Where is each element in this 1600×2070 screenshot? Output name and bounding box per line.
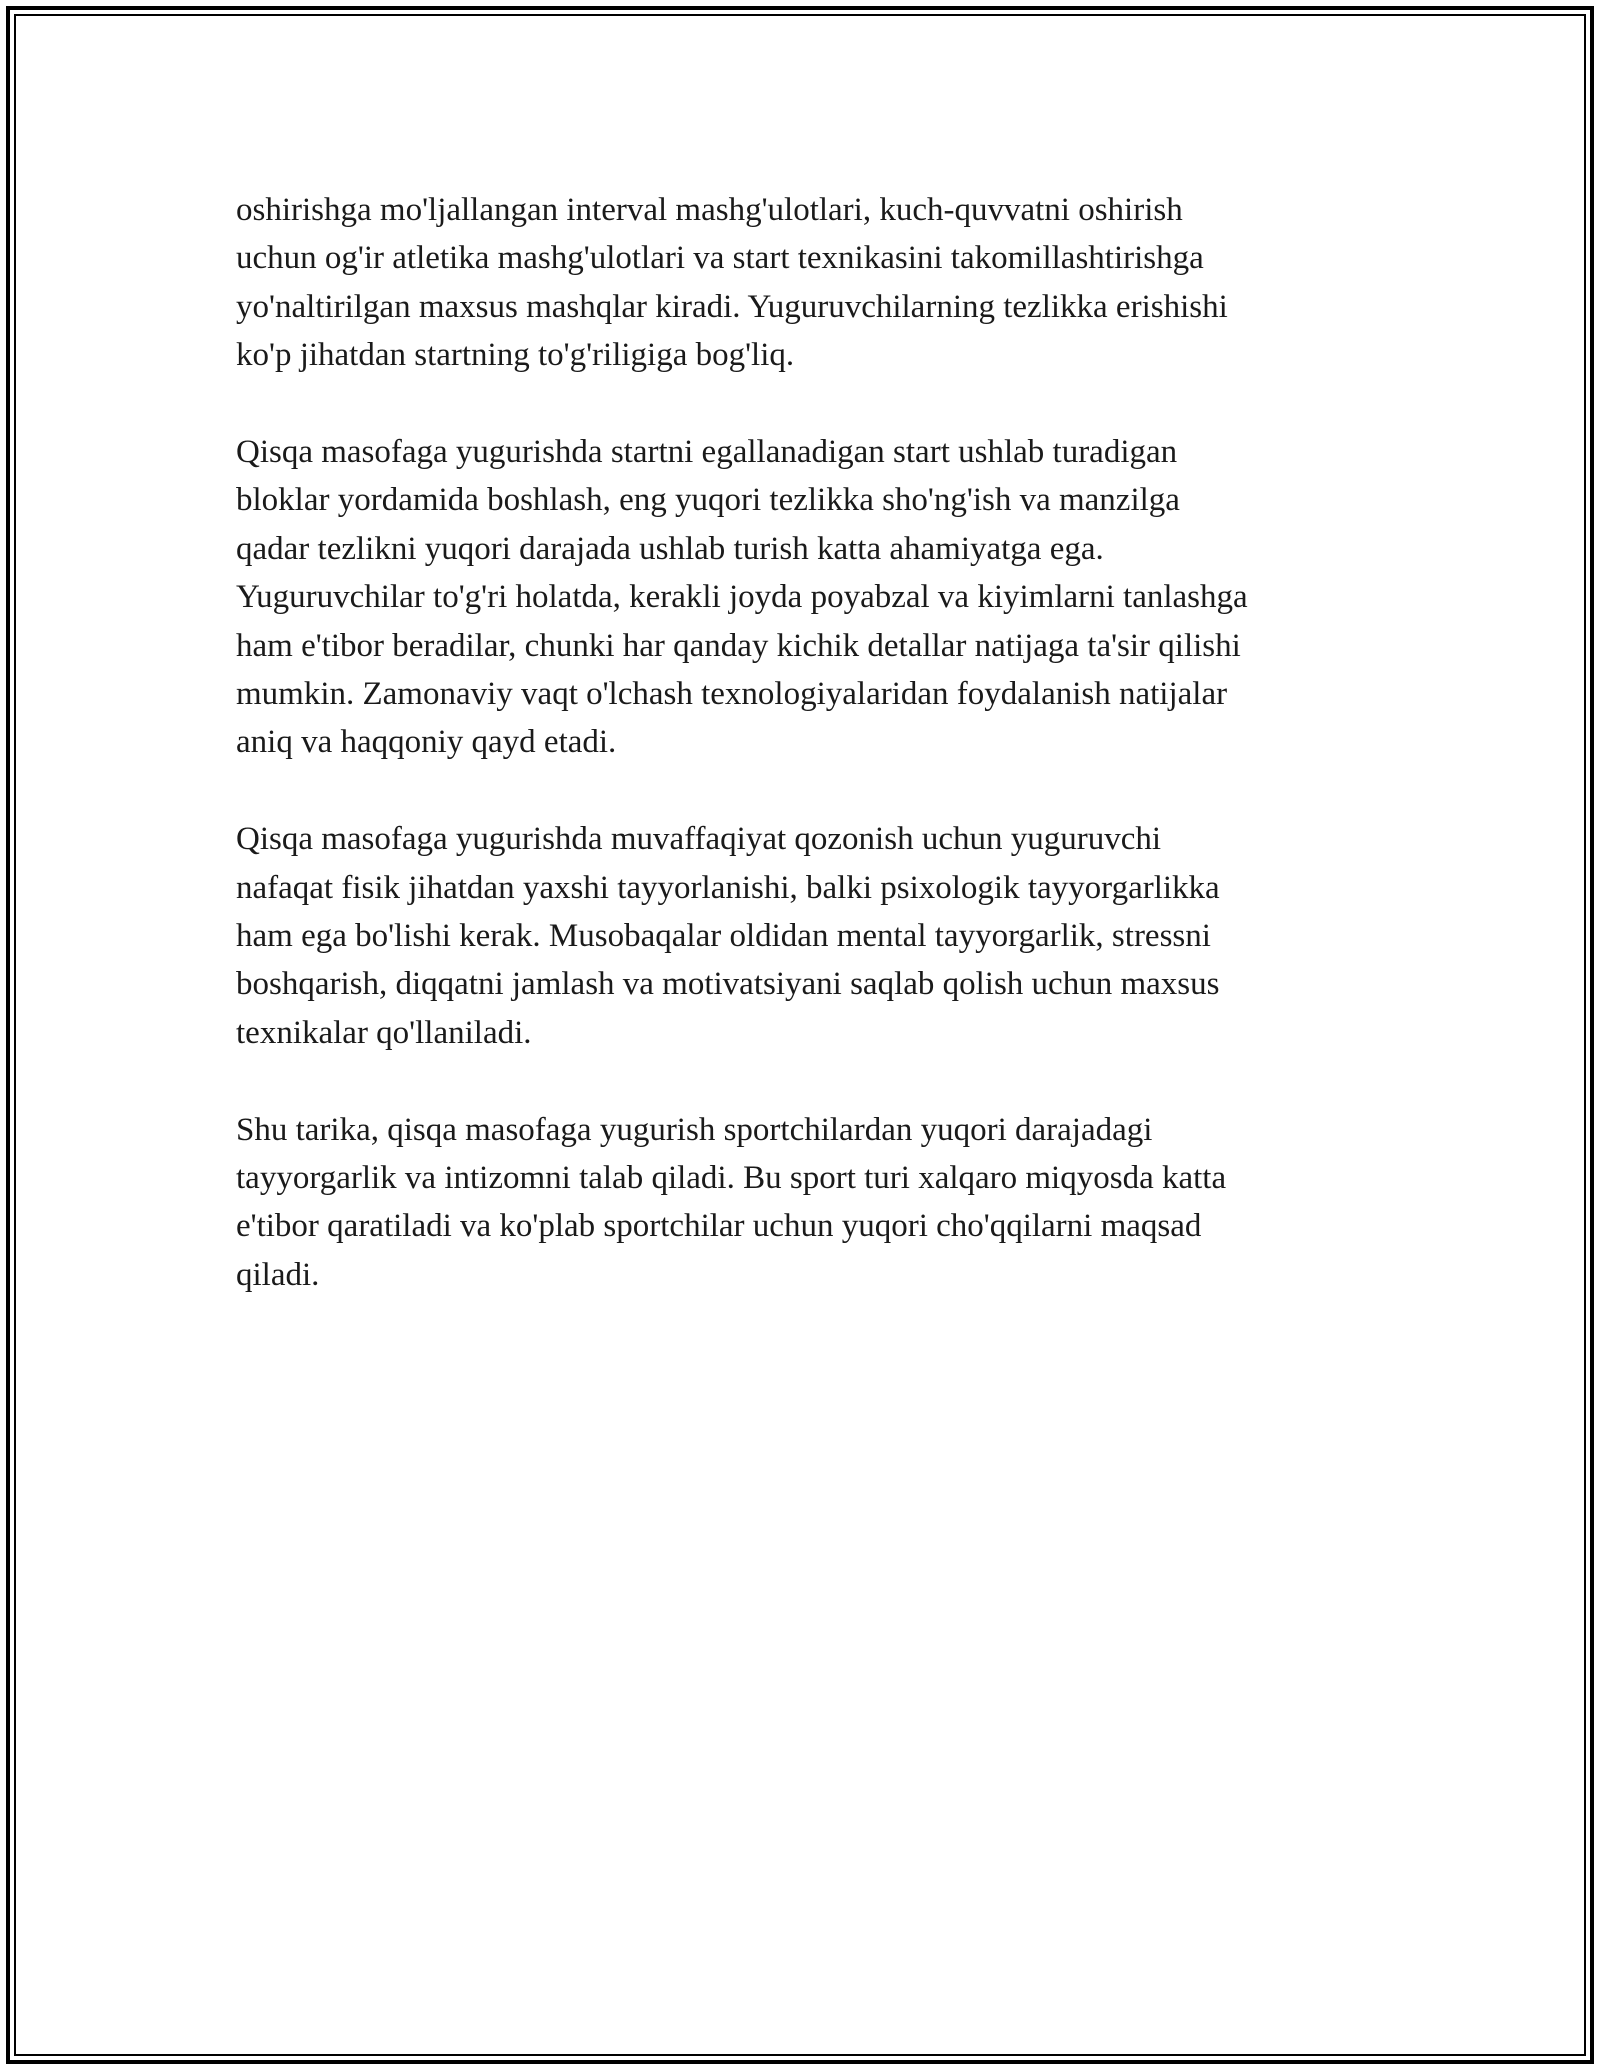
text-line: e'tibor qaratiladi va ko'plab sportchilar uchun yuqori cho'qqilarni maqsad <box>236 1208 1202 1245</box>
text-line: ham e'tibor beradilar, chunki har qanday kichik detallar natijaga ta'sir qilishi <box>236 627 1241 664</box>
text-line: boshqarish, diqqatni jamlash va motivatsiyani saqlab qolish uchun maxsus <box>236 966 1220 1003</box>
text-line: oshirishga mo'ljallangan interval mashg'ulotlari, kuch-quvvatni oshirish <box>236 192 1183 228</box>
text-line: mumkin. Zamonaviy vaqt o'lchash texnologiyalaridan foydalanish natijalar <box>236 676 1228 713</box>
text-line: aniq va haqqoniy qayd etadi. <box>236 724 617 761</box>
text-line: bloklar yordamida boshlash, eng yuqori tezlikka sho'ng'ish va manzilga <box>236 482 1180 519</box>
text-line: Qisqa masofaga yugurishda muvaffaqiyat qozonish uchun yuguruvchi <box>236 821 1162 858</box>
text-line: uchun og'ir atletika mashg'ulotlari va start texnikasini takomillashtirishga <box>236 240 1204 277</box>
paragraph-2 <box>236 428 1376 767</box>
paragraph-1 <box>236 186 1376 380</box>
text-line: tayyorgarlik va intizomni talab qiladi. Bu sport turi xalqaro miqyosda katta <box>236 1160 1227 1197</box>
text-line: Shu tarika, qisqa masofaga yugurish sportchilardan yuqori darajadagi <box>236 1111 1153 1148</box>
text-line: Qisqa masofaga yugurishda startni egallanadigan start ushlab turadigan <box>236 434 1178 471</box>
paragraph-4 <box>236 1106 1376 1300</box>
text-line: Yuguruvchilar to'g'ri holatda, kerakli joyda poyabzal va kiyimlarni tanlashga <box>236 579 1248 616</box>
text-line: qiladi. <box>236 1256 320 1293</box>
text-line: texnikalar qo'llaniladi. <box>236 1014 532 1051</box>
text-line: yo'naltirilgan maxsus mashqlar kiradi. Yuguruvchilarning tezlikka erishishi <box>236 288 1228 325</box>
text-line: nafaqat fisik jihatdan yaxshi tayyorlanishi, balki psixologik tayyorgarlikka <box>236 869 1220 906</box>
paragraph-3 <box>236 815 1376 1057</box>
text-line: ko'p jihatdan startning to'g'riligiga bog'liq. <box>236 337 795 374</box>
document-body <box>236 186 1376 1348</box>
text-line: qadar tezlikni yuqori darajada ushlab turish katta ahamiyatga ega. <box>236 530 1104 567</box>
text-line: ham ega bo'lishi kerak. Musobaqalar oldidan mental tayyorgarlik, stressni <box>236 918 1211 955</box>
